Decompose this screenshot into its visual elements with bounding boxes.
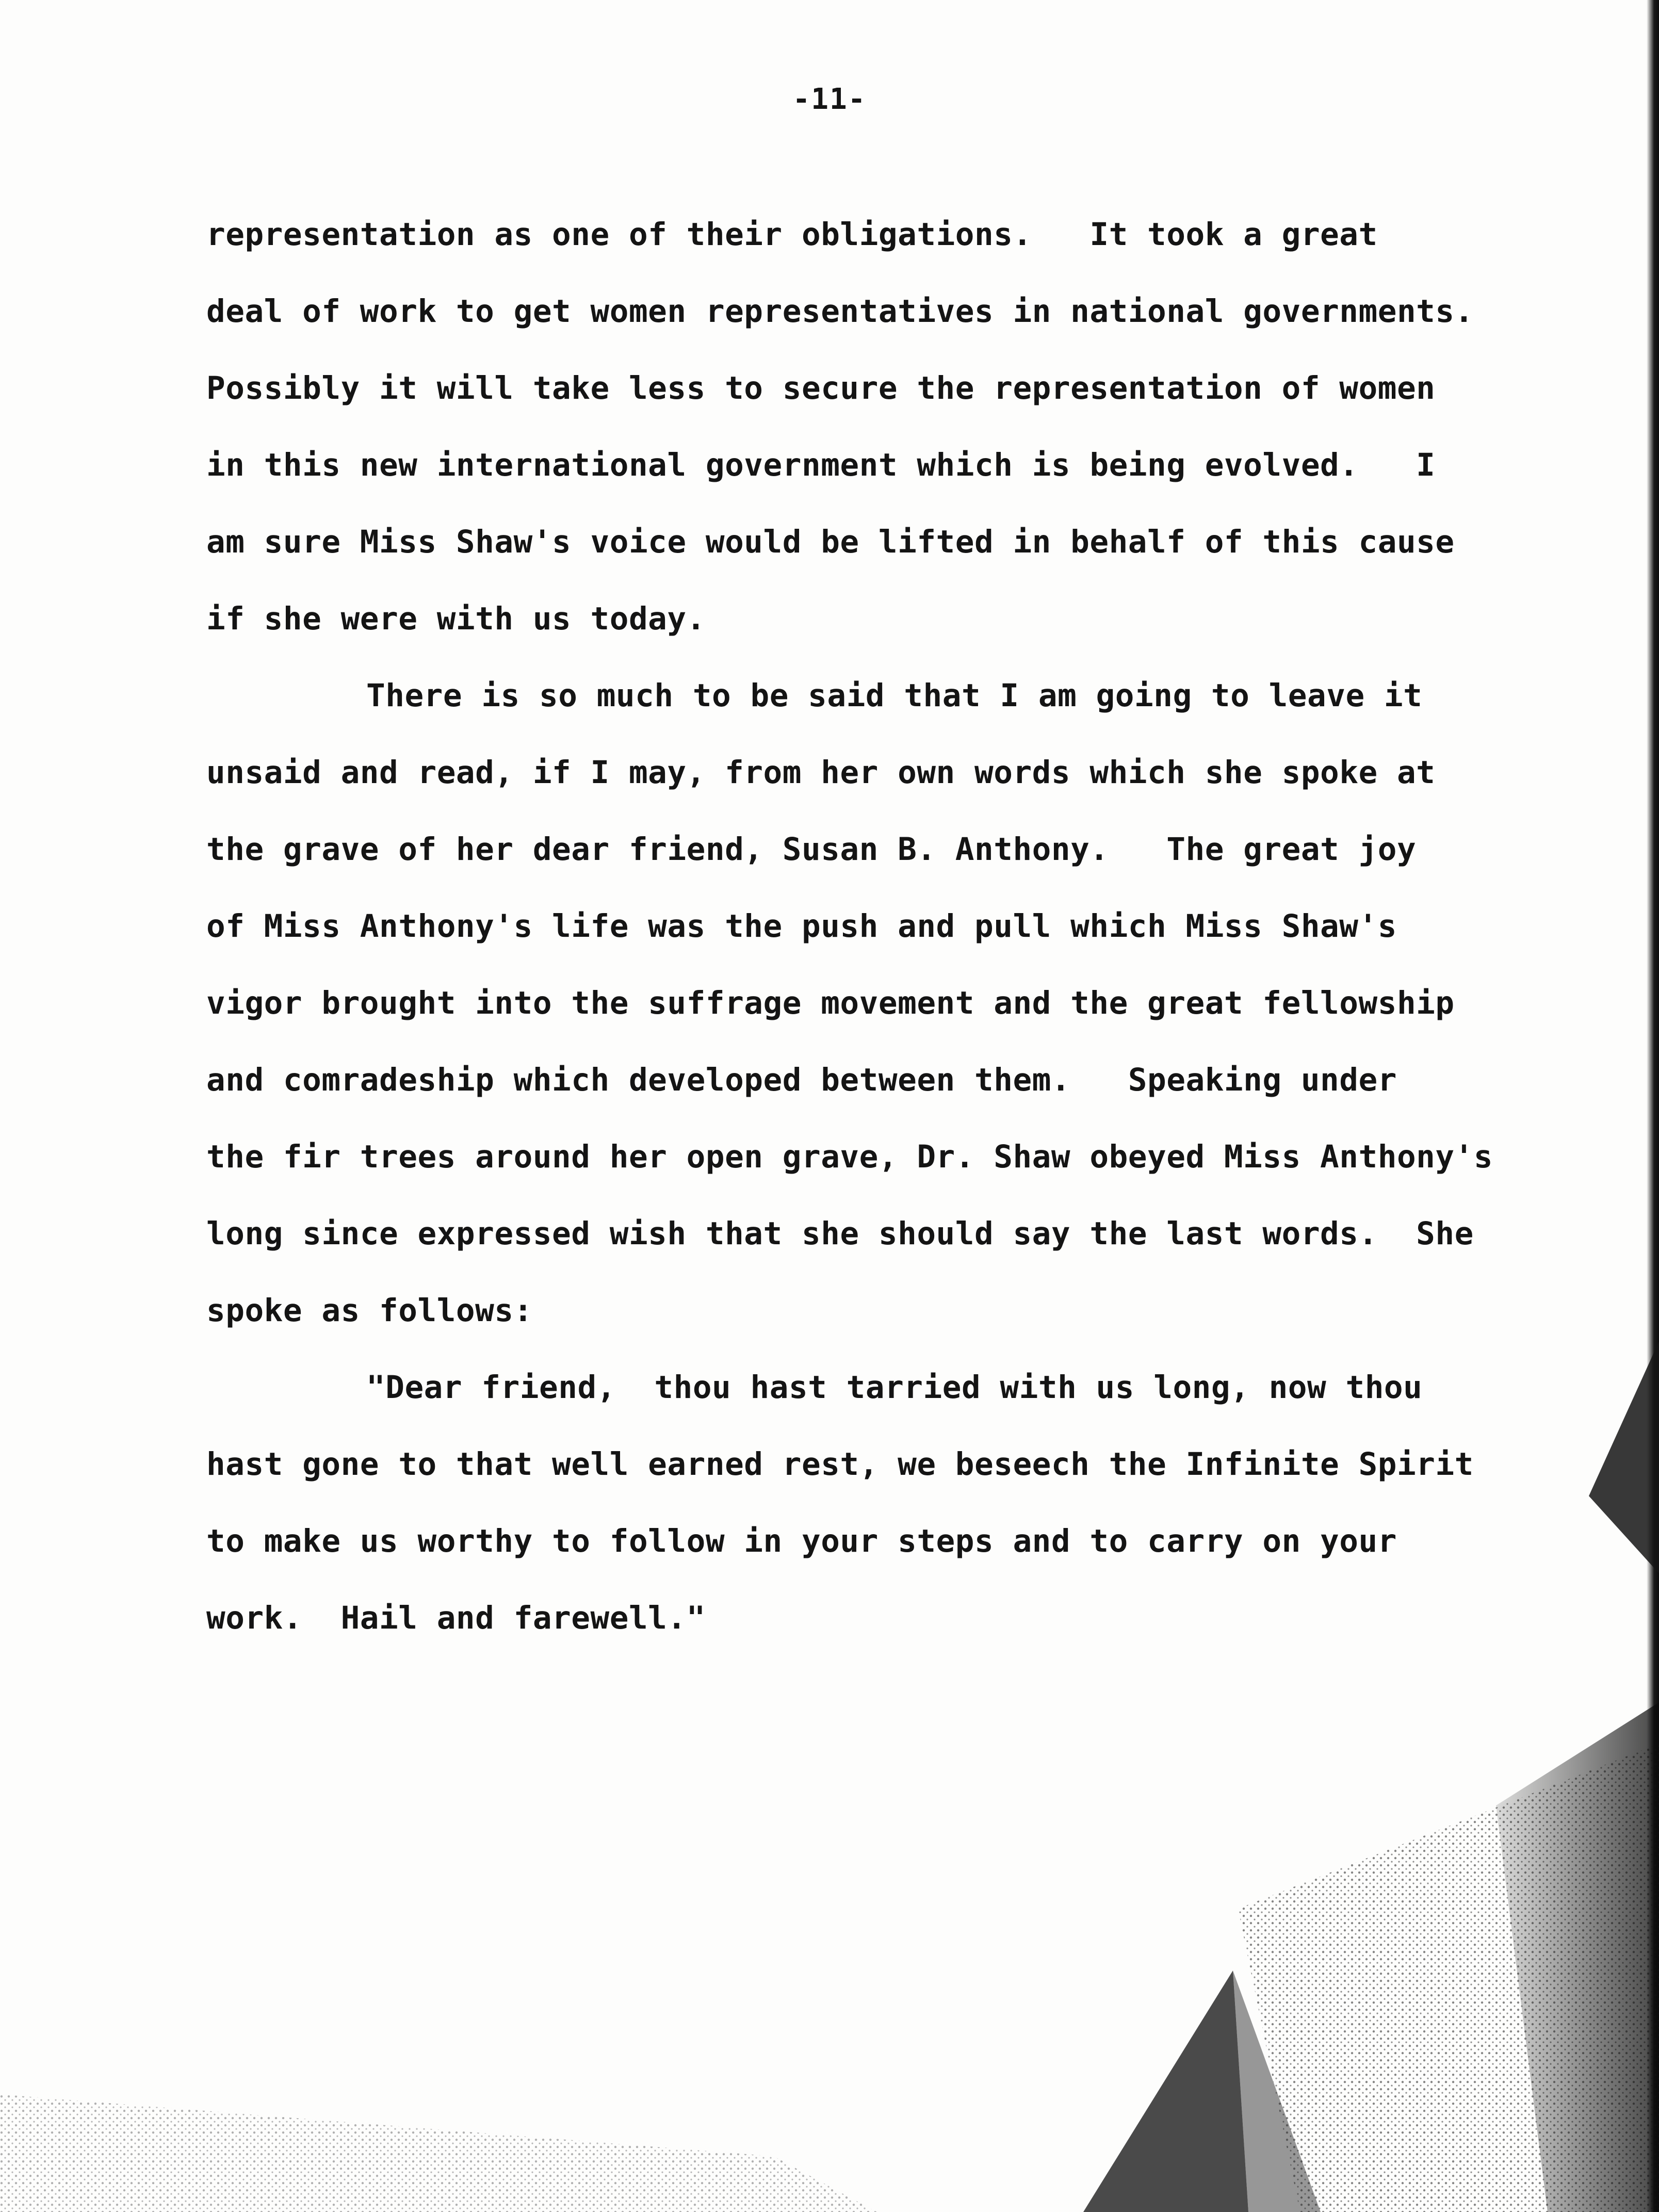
text-line: "Dear friend, thou hast tarried with us long, now thou (366, 1369, 1423, 1406)
text-line: unsaid and read, if I may, from her own words which she spoke at (206, 754, 1436, 791)
document-body (206, 196, 1527, 1656)
text-line: Possibly it will take less to secure the representation of women (206, 370, 1436, 406)
text-line: of Miss Anthony's life was the push and pull which Miss Shaw's (206, 908, 1397, 945)
page-edge-shadow (1647, 0, 1659, 2212)
text-line: am sure Miss Shaw's voice would be lifted in behalf of this cause (206, 524, 1455, 560)
text-line: representation as one of their obligations. It took a great (206, 216, 1378, 253)
text-line: in this new international government which is being evolved. I (206, 447, 1436, 483)
text-line: work. Hail and farewell." (206, 1600, 706, 1636)
text-line: and comradeship which developed between them. Speaking under (206, 1062, 1397, 1098)
text-line: hast gone to that well earned rest, we beseech the Infinite Spirit (206, 1446, 1474, 1483)
text-line: deal of work to get women representatives in national governments. (206, 293, 1474, 330)
text-line: There is so much to be said that I am going to leave it (366, 677, 1423, 714)
text-line: spoke as follows: (206, 1292, 533, 1329)
text-line: to make us worthy to follow in your steps and to carry on your (206, 1523, 1397, 1559)
text-line: if she were with us today. (206, 600, 706, 637)
text-line: long since expressed wish that she should say the last words. She (206, 1215, 1474, 1252)
text-line: the grave of her dear friend, Susan B. Anthony. The great joy (206, 831, 1417, 868)
text-line: the fir trees around her open grave, Dr. Shaw obeyed Miss Anthony's (206, 1138, 1493, 1175)
text-line: vigor brought into the suffrage movement and the great fellowship (206, 985, 1455, 1021)
page-number: -11- (792, 83, 867, 116)
